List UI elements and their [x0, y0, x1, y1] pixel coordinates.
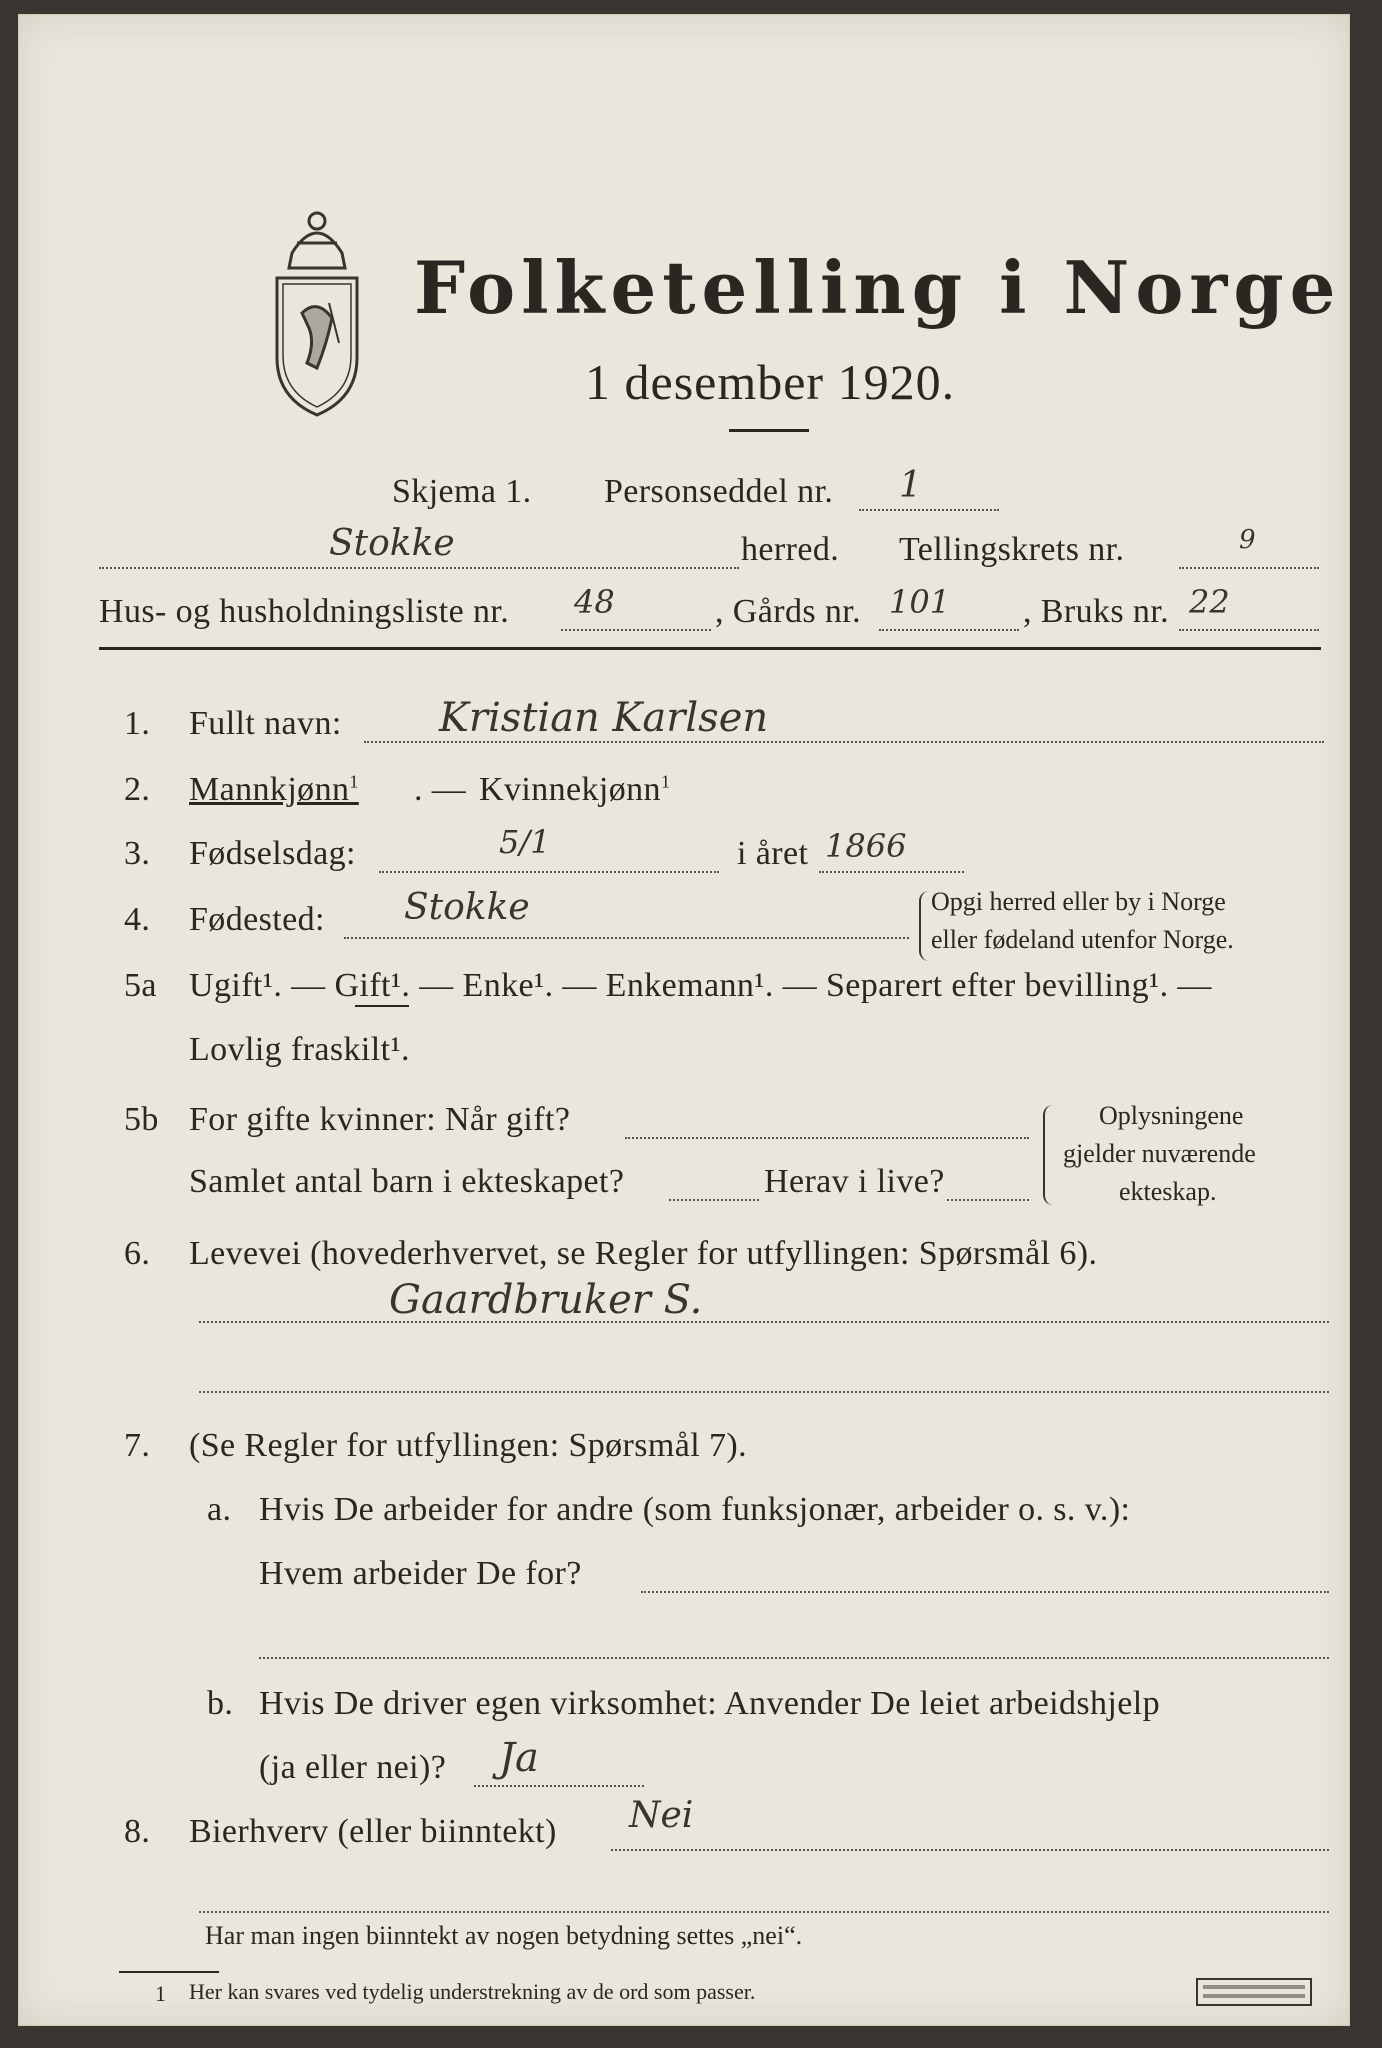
q5b-line1: For gifte kvinner: Når gift? [189, 1101, 571, 1138]
marital-status-options[interactable]: Ugift¹. — Gift¹. — Enke¹. — Enkemann¹. — Separert efter bevilling¹. — [189, 967, 1212, 1004]
personseddel-label: Personseddel nr. [604, 473, 834, 510]
personseddel-value[interactable]: 1 [899, 465, 922, 506]
full-name-value[interactable]: Kristian Karlsen [439, 695, 769, 741]
form-title: Folketelling i Norge [414, 245, 1342, 330]
q7b-line1: Hvis De driver egen virksomhet: Anvender De leiet arbeidshjelp [259, 1685, 1160, 1722]
side-income-value[interactable]: Nei [629, 1795, 694, 1836]
q5b-note2: gjelder nuværende [1063, 1139, 1256, 1168]
q2-male-option[interactable]: Mannkjønn$^1$ [189, 771, 359, 808]
q2-separator: . — [414, 771, 467, 808]
hus-value[interactable]: 48 [574, 583, 615, 621]
printer-stamp-icon [1195, 1977, 1313, 2007]
q1-label: Fullt navn: [189, 705, 342, 742]
q3-label: Fødselsdag: [189, 835, 356, 872]
tellingskrets-value[interactable]: 9 [1239, 525, 1256, 555]
q4-note-line2: eller fødeland utenfor Norge. [931, 925, 1234, 954]
occupation-value[interactable]: Gaardbruker S. [389, 1277, 703, 1323]
q7-label: (Se Regler for utfyllingen: Spørsmål 7). [189, 1427, 748, 1464]
norwegian-coat-of-arms-icon [247, 193, 387, 423]
q5b-children-label: Samlet antal barn i ekteskapet? [189, 1163, 625, 1200]
q7-number: 7. [124, 1427, 151, 1464]
q3-year-label: i året [737, 835, 809, 872]
footnote-text: Her kan svares ved tydelig understrekning av de ord som passer. [189, 1979, 756, 2004]
q7a-line1: Hvis De arbeider for andre (som funksjonær, arbeider o. s. v.): [259, 1491, 1131, 1528]
q3-number: 3. [124, 835, 151, 872]
birthday-value[interactable]: 5/1 [499, 823, 551, 861]
q4-label: Fødested: [189, 901, 325, 938]
skjema-label: Skjema 1. [392, 473, 532, 510]
q7b-letter: b. [207, 1685, 234, 1722]
gift-underline [355, 1005, 409, 1007]
q2-number: 2. [124, 771, 151, 808]
q7b-line2: (ja eller nei)? [259, 1749, 447, 1786]
q5b-alive-label: Herav i live? [764, 1163, 945, 1200]
q5b-note3: ekteskap. [1119, 1177, 1217, 1206]
q4-number: 4. [124, 901, 151, 938]
q5b-number: 5b [124, 1101, 159, 1138]
herred-label: herred. [741, 531, 840, 568]
q2-female-option[interactable]: Kvinnekjønn$^1$ [479, 771, 671, 808]
hired-help-value[interactable]: Ja [499, 1735, 539, 1781]
header-rule [99, 647, 1321, 650]
q8-note: Har man ingen biinntekt av nogen betydning settes „nei“. [205, 1921, 803, 1950]
hus-label: Hus- og husholdningsliste nr. [99, 593, 510, 630]
gards-value[interactable]: 101 [889, 583, 951, 621]
bruks-value[interactable]: 22 [1189, 583, 1230, 621]
herred-value[interactable]: Stokke [329, 523, 455, 564]
q8-number: 8. [124, 1813, 151, 1850]
footnote-rule [119, 1971, 219, 1973]
form-date: 1 desember 1920. [585, 354, 956, 410]
marital-status-line2[interactable]: Lovlig fraskilt¹. [189, 1031, 410, 1068]
q6-label: Levevei (hovederhvervet, se Regler for utfyllingen: Spørsmål 6). [189, 1235, 1098, 1272]
census-form-sheet [18, 14, 1350, 2026]
q1-number: 1. [124, 705, 151, 742]
q7a-letter: a. [207, 1491, 232, 1528]
title-divider [729, 429, 809, 432]
birth-year-value[interactable]: 1866 [825, 827, 907, 865]
footnote-number: 1 [155, 1981, 166, 2006]
q6-number: 6. [124, 1235, 151, 1272]
tellingskrets-label: Tellingskrets nr. [899, 531, 1125, 568]
gards-label: , Gårds nr. [715, 593, 862, 630]
bruks-label: , Bruks nr. [1023, 593, 1170, 630]
q4-note-line1: Opgi herred eller by i Norge [931, 887, 1226, 916]
q8-label: Bierhverv (eller biinntekt) [189, 1813, 557, 1850]
birthplace-value[interactable]: Stokke [404, 887, 530, 928]
q7a-line2: Hvem arbeider De for? [259, 1555, 582, 1592]
q5b-note1: Oplysningene [1099, 1101, 1244, 1130]
q5a-number: 5a [124, 967, 157, 1004]
